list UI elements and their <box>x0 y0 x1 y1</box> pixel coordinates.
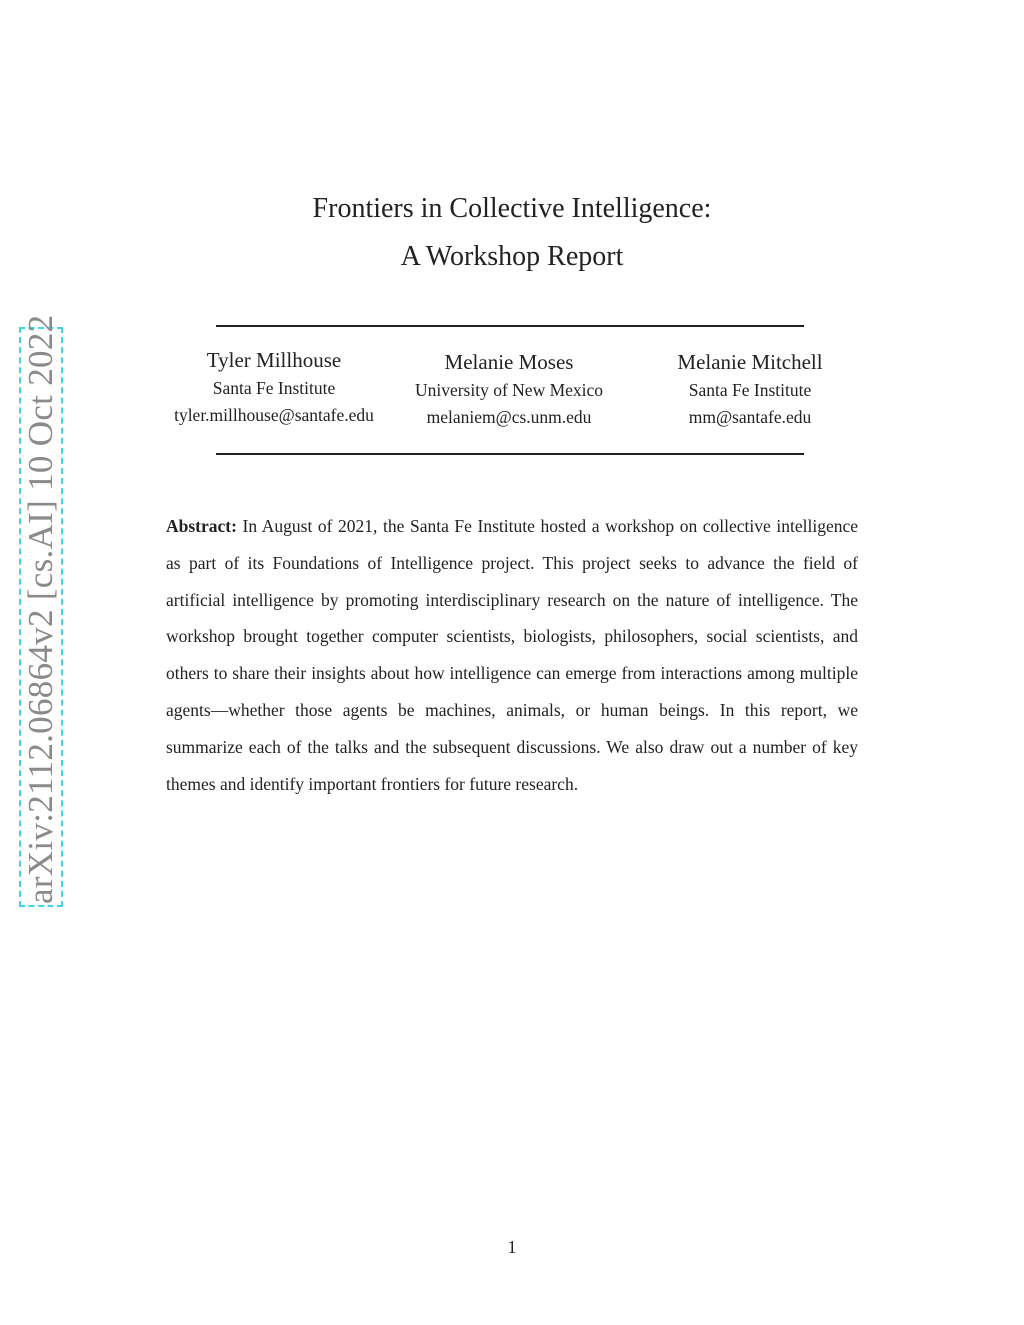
bottom-rule <box>216 453 804 455</box>
top-rule <box>216 325 804 327</box>
author-name: Tyler Millhouse <box>206 348 342 372</box>
abstract-text: In August of 2021, the Santa Fe Institute hosted a workshop on collective intelligence as part of its Foundations of Intelligence project. This project seeks to advance the field of artificial intelligence by promoting interdisciplinary research on the nature of intelligence. The workshop brought together computer scientists, biologists, philosophers, social scientists, and others to share their insights about how intelligence can emerge from interactions among multiple agents—whether those agents be machines, animals, or human beings. In this report, we summarize each of the talks and the subsequent discussions. We also draw out a number of key themes and identify important frontiers for future research. <box>166 516 859 794</box>
author-email: melaniem@cs.unm.edu <box>426 407 592 427</box>
author-name: Melanie Mitchell <box>677 350 823 374</box>
paper-title-line-2: A Workshop Report <box>400 241 624 272</box>
abstract-label: Abstract: <box>166 516 237 536</box>
author-affiliation: Santa Fe Institute <box>688 380 812 400</box>
author-name: Melanie Moses <box>444 350 574 374</box>
paper-title-line-1: Frontiers in Collective Intelligence: <box>312 193 712 224</box>
author-block-1 <box>144 346 404 429</box>
author-affiliation: Santa Fe Institute <box>212 378 336 398</box>
abstract <box>166 508 858 802</box>
author-block-3 <box>620 348 880 431</box>
page-number: 1 <box>507 1237 517 1257</box>
author-email: mm@santafe.edu <box>688 407 812 427</box>
author-affiliation: University of New Mexico <box>414 380 604 400</box>
arxiv-identifier: arXiv:2112.06864v2 [cs.AI] 10 Oct 2022 <box>21 314 60 904</box>
author-email: tyler.millhouse@santafe.edu <box>174 405 374 425</box>
author-block-2 <box>379 348 639 431</box>
